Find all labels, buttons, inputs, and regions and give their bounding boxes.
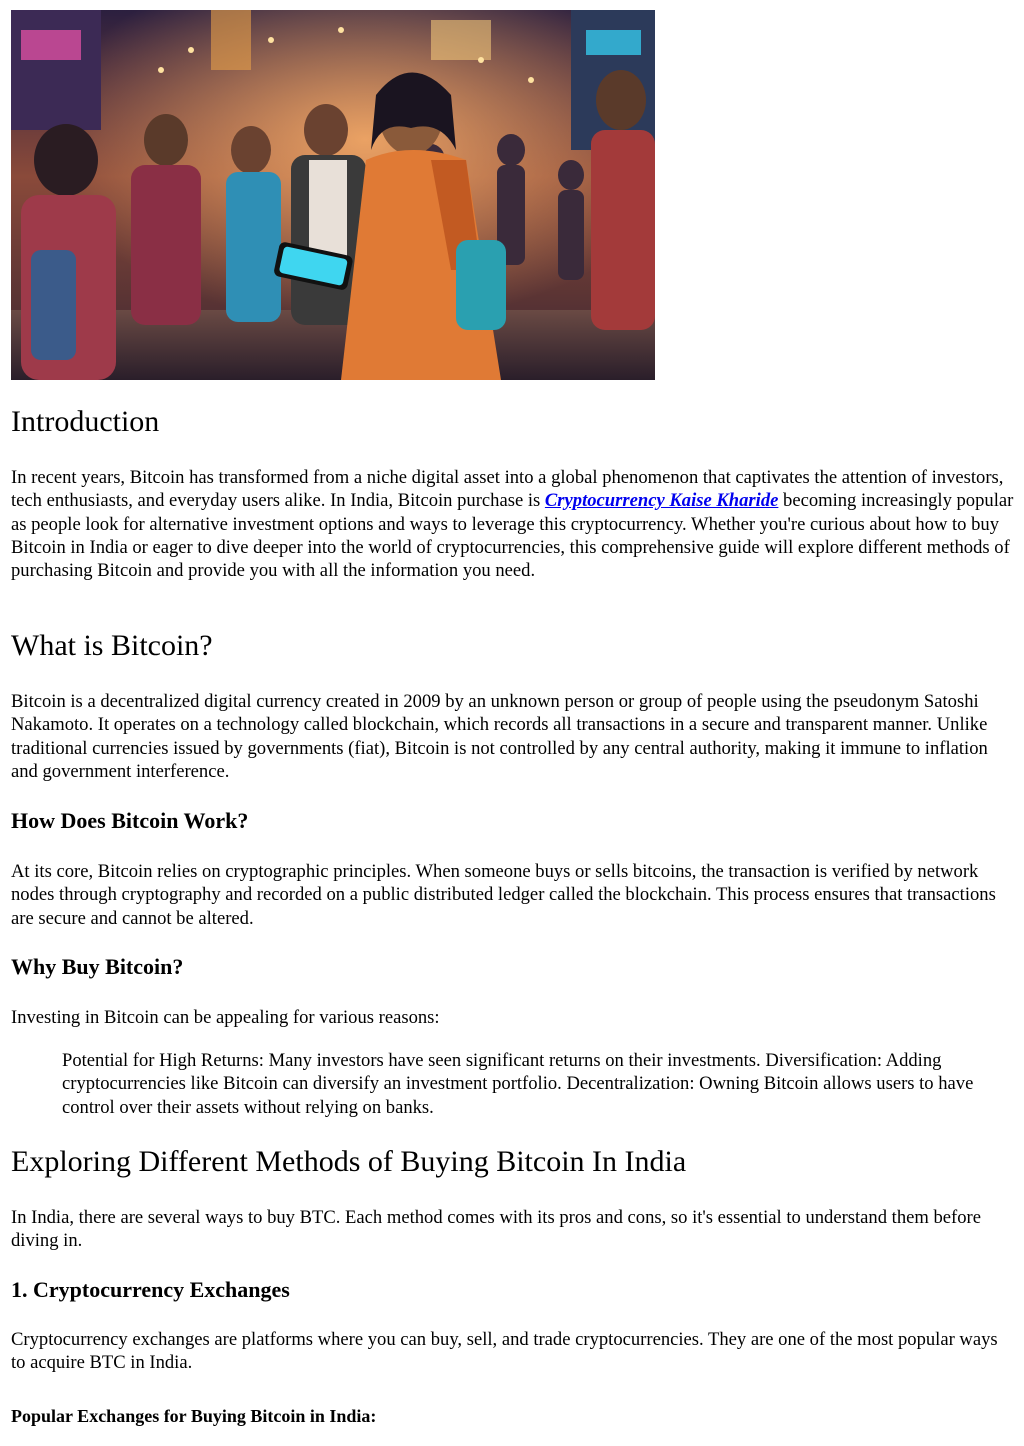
what-paragraph: Bitcoin is a decentralized digital currency created in 2009 by an unknown person or group of people using the pseudonym Satoshi Nakamoto. It operates on a technology called blockchain, which records all transactions in a secure and transparent manner. Unlike traditional currencies issued by governments (fiat), Bitcoin is not controlled by any central authority, making it immune to inflation and government interference. [11, 691, 988, 782]
intro-text-after-link: becoming increasingly popular as people look for alternative investment options and ways to leverage this cryptocurrency. Whether you're curious about how to buy Bitcoin in India or eager to dive deeper into the world of cryptocurrencies, this comprehensive guide will explore different methods of purchasing Bitcoin and provide you with all the information you need. [11, 490, 1014, 582]
methods-heading: Exploring Different Methods of Buying Bitcoin In India [11, 1145, 687, 1178]
why-paragraph: Investing in Bitcoin can be appealing for various reasons: [11, 1007, 440, 1028]
how-paragraph: At its core, Bitcoin relies on cryptographic principles. When someone buys or sells bitcoins, the transaction is verified by network nodes through cryptography and recorded on a public distributed ledger called the blockchain. This process ensures that transactions are secure and cannot be altered. [11, 861, 996, 929]
why-reasons-quote: Potential for High Returns: Many investors have seen significant returns on their investments. Diversification: Adding cryptocurrencies like Bitcoin can diversify an investment portfolio. Decentralization: Owning Bitcoin allows users to have control over their assets without relying on banks. [62, 1050, 974, 1118]
why-heading: Why Buy Bitcoin? [11, 954, 184, 979]
market-crowd-illustration-icon [11, 10, 655, 380]
what-heading: What is Bitcoin? [11, 629, 213, 662]
intro-text-before-link: In recent years, Bitcoin has transformed from a niche digital asset into a global phenomenon that captivates the attention of investors, tech enthusiasts, and everyday users alike. In India, Bitcoin purchase is [11, 467, 1004, 512]
cryptocurrency-kaise-kharide-link[interactable]: Cryptocurrency Kaise Kharide [544, 490, 779, 512]
methods-paragraph: In India, there are several ways to buy BTC. Each method comes with its pros and cons, so it's essential to understand them before diving in. [11, 1207, 981, 1252]
intro-paragraph [11, 466, 1014, 582]
exchanges-paragraph: Cryptocurrency exchanges are platforms where you can buy, sell, and trade cryptocurrencies. They are one of the most popular ways to acquire BTC in India. [11, 1329, 998, 1374]
popular-exchanges-subheading: Popular Exchanges for Buying Bitcoin in India: [11, 1406, 377, 1426]
exchanges-heading: 1. Cryptocurrency Exchanges [11, 1277, 290, 1302]
how-heading: How Does Bitcoin Work? [11, 808, 249, 833]
article [11, 10, 1014, 1426]
intro-heading: Introduction [11, 405, 160, 438]
hero-image [11, 10, 655, 380]
